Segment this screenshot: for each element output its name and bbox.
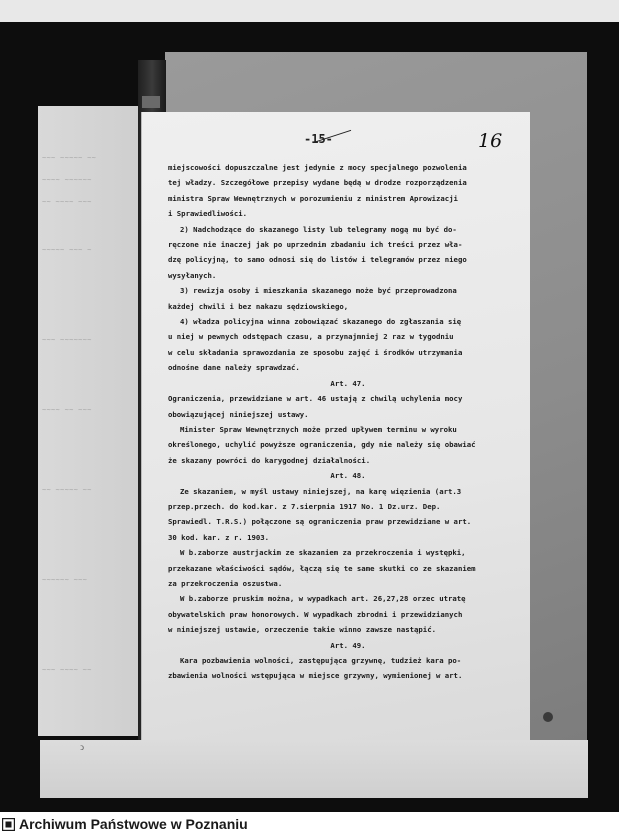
text-line: w niniejszej ustawie, orzeczenie takie winno zawsze nastąpić. [168,625,436,635]
text-line: określonego, uchylić powyższe ograniczenia, gdy nie należy się obawiać [168,440,476,450]
bleed-through-text: ~~~~~ ~~~ ~ [42,246,92,254]
handwritten-folio-number: 16 [478,130,503,152]
text-line: W b.zaborze austrjackim ze skazaniem za przekroczenia i występki, [180,548,466,558]
archive-watermark [2,816,248,832]
typed-page-number: -15- [304,132,333,146]
text-line: odnośne dane należy sprawdzać. [168,363,300,373]
text-line: dzę policyjną, to samo odnosi się do listów i telegramów przez niego [168,255,467,265]
bottom-sheet [40,740,588,798]
bleed-through-text: ~~~ ~~~~~~~ [42,336,92,344]
text-line: obowiązującej niniejszej ustawy. [168,409,309,419]
text-line: i Sprawiedliwości. [168,209,248,219]
text-line: zbawienia wolności wstępująca w miejsce grzywny, wymienionej w art. [168,671,463,681]
article-heading: Art. 47. [330,378,366,388]
text-line: obywatelskich praw honorowych. W wypadkach zbrodni i przewidzianych [168,609,463,619]
document-page [142,112,530,740]
text-line: każdej chwili i bez nakazu sędziowskiego, [168,301,349,311]
text-line: przep.przech. do kod.kar. z 7.sierpnia 1917 No. 1 Dz.urz. Dep. [168,501,441,511]
bleed-through-text: ~~~ ~~~~~ ~~ [42,154,97,162]
text-line: wysyłanych. [168,270,217,280]
bleed-through-text: ~~ ~~~~ ~~~ [42,198,92,206]
text-line: w celu składania sprawozdania ze sposobu zajęć i środków utrzymania [168,347,463,357]
article-heading: Art. 49. [330,640,366,650]
bleed-through-text: ~~~~ ~~ ~~~ [42,406,92,414]
ink-blot [543,712,553,722]
bleed-through-text: ~~~~~~ ~~~ [42,576,88,584]
text-line: za przekroczenia oszustwa. [168,578,283,588]
pencil-mark: ↄ [80,743,84,753]
text-line: ręczone nie inaczej jak po uprzednim zbadaniu ich treści przez wła- [168,240,463,250]
text-line: u niej w pewnych odstępach czasu, a przynajmniej 2 raz w tygodniu [168,332,454,342]
text-line: Ze skazaniem, w myśl ustawy niniejszej, na karę więzienia (art.3 [180,486,462,496]
typed-text-body [168,160,528,684]
archive-logo-icon [2,818,15,831]
text-line: Ograniczenia, przewidziane w art. 46 ustają z chwilą uchylenia mocy [168,394,463,404]
archive-name: Archiwum Państwowe w Poznaniu [19,816,248,832]
binding-clip [142,96,160,108]
text-line: miejscowości dopuszczalne jest jedynie z mocy specjalnego pozwolenia [168,163,467,172]
text-line: ministra Spraw Wewnętrznych w porozumieniu z ministrem Aprowizacji [168,193,458,203]
text-line: przekazane właściwości sądów, łączą się te same skutki co ze skazaniem [168,563,476,573]
text-line: 4) władza policyjna winna zobowiązać skazanego do zgłaszania się [180,317,462,327]
text-line: że skazany powróci do karygodnej działalności. [168,455,371,465]
bleed-through-text: ~~~~ ~~~~~~ [42,176,92,184]
text-line: tej władzy. Szczegółowe przepisy wydane będą w drodze rozporządzenia [168,178,467,188]
text-line: W b.zaborze pruskim można, w wypadkach art. 26,27,28 orzec utratę [180,594,466,604]
text-line: Minister Spraw Wewnętrznych może przed upływem terminu w wyroku [180,424,457,434]
text-line: 2) Nadchodzące do skazanego listy lub telegramy mogą mu być do- [180,224,457,234]
text-line: 30 kod. kar. z r. 1903. [168,532,270,542]
text-line: Sprawiedl. T.R.S.) połączone są ograniczenia praw przewidziane w art. [168,517,472,527]
text-line: Kara pozbawienia wolności, zastępująca grzywnę, tudzież kara po- [180,656,462,665]
bleed-through-text: ~~~ ~~~~ ~~ [42,666,92,674]
text-line: 3) rewizja osoby i mieszkania skazanego może być przeprowadzona [180,286,457,296]
bleed-through-text: ~~ ~~~~~ ~~ [42,486,92,494]
article-heading: Art. 48. [330,471,366,481]
left-adjacent-sheet [38,106,138,736]
top-strip [0,0,619,22]
